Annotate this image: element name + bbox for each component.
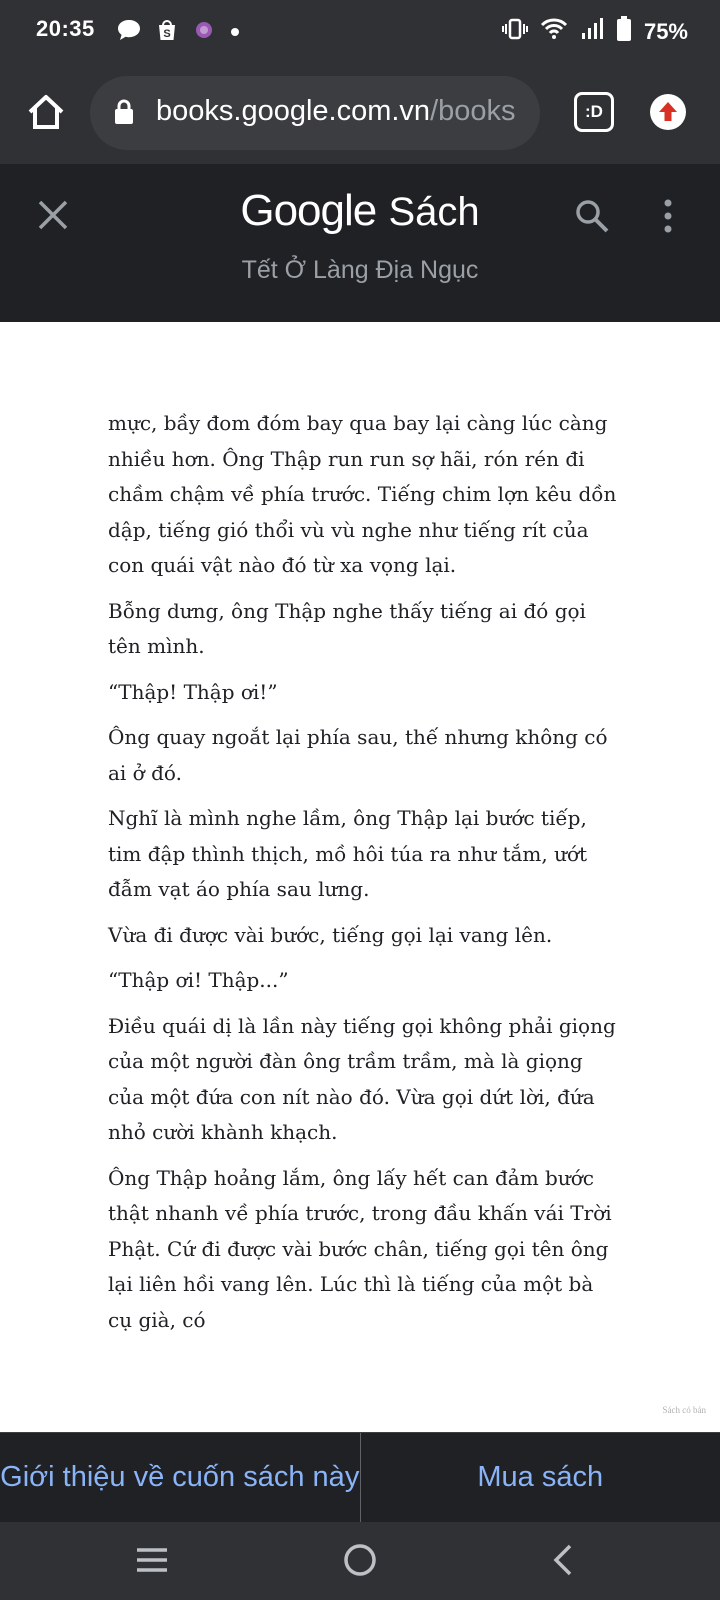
url-path: /books [430,95,516,127]
menu-icon [134,1542,170,1578]
home-nav-button[interactable] [342,1542,378,1583]
more-options-button[interactable] [656,198,680,234]
paragraph: mực, bầy đom đóm bay qua bay lại càng lúc càng nhiều hơn. Ông Thập run run sợ hãi, rón rén đi chầm chậm về phía trước. Tiếng chim lợn kêu dồn dập, tiếng gió thổi vù vù nghe như tiếng rít của con quái vật nào đó từ xa vọng lại. [108,411,617,577]
url-host: books.google.com.vn [156,95,431,127]
search-icon [574,198,610,234]
message-icon [116,18,142,47]
paragraph: “Thập! Thập ơi!” [108,679,278,704]
paragraph: Ông Thập hoảng lắm, ông lấy hết can đảm bước thật nhanh về phía trước, trong đầu khấn vái Trời Phật. Cứ đi được vài bước chân, tiếng gọi tên ông lại liên hồi vang lên. Lúc thì là tiếng của một bà cụ già, có [108,1165,612,1332]
dot-icon [230,24,240,42]
status-bar [0,0,720,62]
paragraph: Bỗng dưng, ông Thập nghe thấy tiếng ai đó gọi tên mình. [108,598,586,658]
brand-google: Google [240,186,377,235]
paragraph: Điều quái dị là lần này tiếng gọi không phải giọng của một người đàn ông trầm trầm, mà là giọng của một đứa con nít nào đó. Vừa gọi dứt lời, đứa nhỏ cười khành khạch. [108,1013,616,1144]
paragraph: Vừa đi được vài bước, tiếng gọi lại vang lên. [108,922,553,947]
wifi-icon [540,17,568,46]
search-button[interactable] [574,198,610,234]
arrow-up-icon [650,94,686,130]
paragraph: Ông quay ngoắt lại phía sau, thế nhưng không có ai ở đó. [108,725,608,785]
update-button[interactable] [650,94,686,130]
browser-toolbar [0,62,720,164]
address-bar[interactable] [90,76,540,150]
brand-books: Sách [388,190,480,234]
circle-home-icon [342,1542,378,1578]
books-header [0,164,720,322]
url-text [156,95,516,128]
back-button[interactable] [548,1542,578,1583]
signal-icon [580,17,604,46]
battery-level: 75% [643,18,688,44]
vibrate-icon [502,17,528,46]
lotus-icon [192,19,216,46]
book-page-content [108,406,618,1348]
home-button[interactable] [24,90,68,134]
notification-icons [116,18,240,47]
buy-book-button[interactable]: Mua sách [477,1461,604,1493]
paragraph: “Thập ơi! Thập...” [108,968,289,992]
book-title: Tết Ở Làng Địa Ngục [241,256,479,284]
lock-icon [114,99,134,130]
system-nav-bar [0,1522,720,1600]
home-icon [24,90,68,134]
status-time: 20:35 [36,16,95,41]
shopee-icon [156,18,178,47]
book-action-bar [0,1432,720,1522]
battery-icon [616,16,632,47]
more-vert-icon [656,198,680,234]
system-icons [502,16,688,47]
google-books-logo [0,186,720,236]
about-book-button[interactable]: Giới thiệu về cuốn sách này [0,1433,361,1522]
recents-button[interactable] [134,1542,170,1583]
tab-switcher-button[interactable]: :D [574,92,614,132]
chevron-left-icon [548,1542,578,1578]
svg-text:S: S [163,28,171,40]
copyright-watermark: Sách có bản [662,1405,706,1415]
paragraph: Nghĩ là mình nghe lầm, ông Thập lại bước tiếp, tim đập thình thịch, mồ hôi túa ra như tắm, ướt đẫm vạt áo phía sau lưng. [108,806,588,901]
